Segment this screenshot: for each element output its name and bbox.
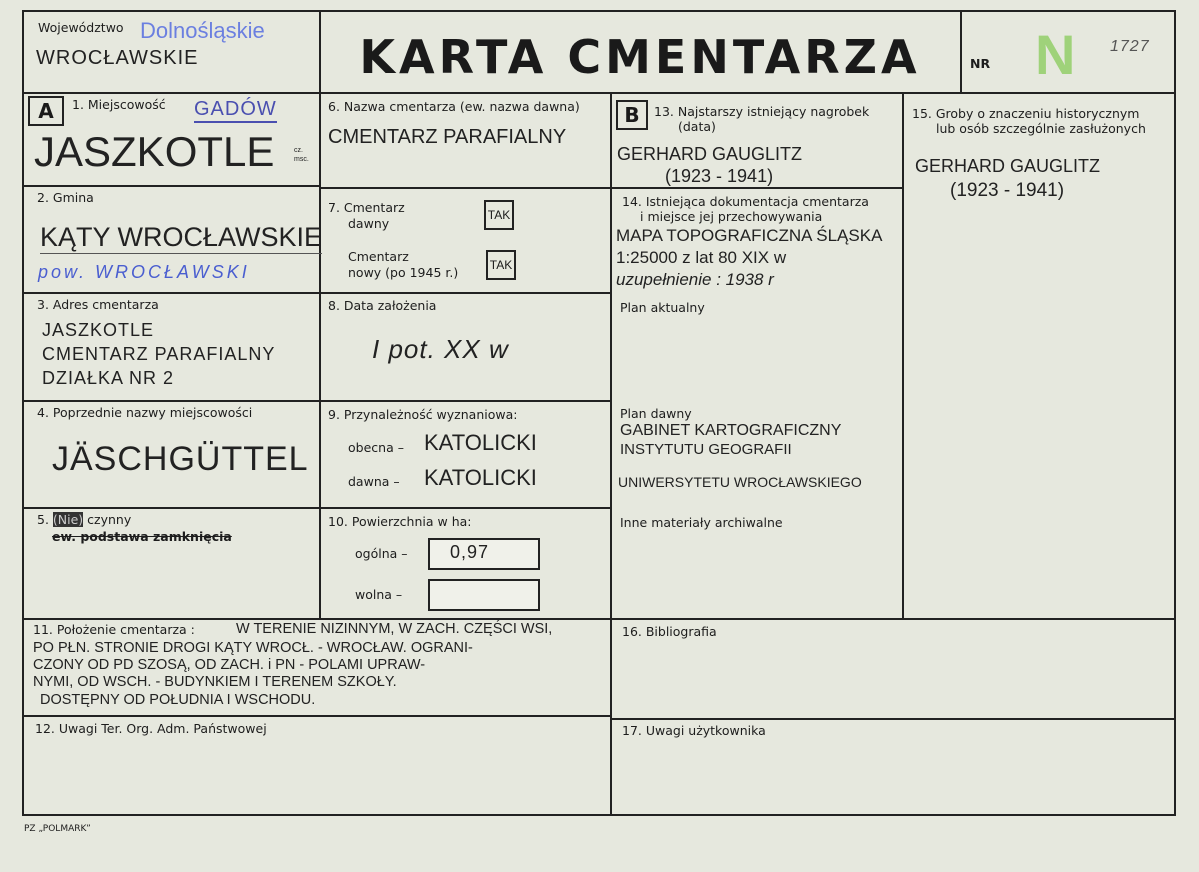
field-6-label: 6. Nazwa cmentarza (ew. nazwa dawna) [328,99,580,114]
field-9-obecna-value: KATOLICKI [424,430,537,455]
field-13-label: 13. Najstarszy istniejący nagrobek [654,104,870,119]
plan-dawny-label: Plan dawny [620,406,692,421]
field-5-struck: (Nie) [52,512,84,527]
field-14-label-2: i miejsce jej przechowywania [640,209,823,224]
field-7-label: 7. Cmentarz [328,200,405,215]
field-5-czynny: czynny [87,512,132,527]
field-1-value-blue: GADÓW [194,98,277,123]
field-10-wolna-input[interactable] [428,579,540,611]
field-2-value-blue: pow. WROCŁAWSKI [38,262,250,282]
field-16-label: 16. Bibliografia [622,624,717,639]
plan-aktualny-label: Plan aktualny [620,300,705,315]
section-b-letter: B [616,100,648,130]
field-13-line-1: GERHARD GAUGLITZ [617,144,803,164]
field-8-label: 8. Data założenia [328,298,437,313]
field-8-value: I pot. XX w [372,334,509,364]
field-7-nowy-checkbox[interactable]: TAK [486,250,516,280]
field-15-line-1: GERHARD GAUGLITZ [915,156,1101,176]
wojewodztwo-label: Województwo [38,20,124,35]
field-14-label: 14. Istniejąca dokumentacja cmentarza [622,194,869,209]
field-12-label: 12. Uwagi Ter. Org. Adm. Państwowej [35,721,267,736]
card-title: KARTA CMENTARZA [359,30,921,84]
field-4-label: 4. Poprzednie nazwy miejscowości [37,405,253,420]
field-5-sub: ew. podstawa zamknięcia [52,529,232,544]
field-7-nowy: nowy (po 1945 r.) [348,265,459,280]
field-10-label: 10. Powierzchnia w ha: [328,514,472,529]
field-15-label-2: lub osób szczególnie zasłużonych [936,121,1146,136]
field-9-dawna-value: KATOLICKI [424,465,537,490]
plan-dawny-line-1: GABINET KARTOGRAFICZNY [620,422,842,439]
field-11-line-2: PO PŁN. STRONIE DROGI KĄTY WROCŁ. - WROCŁAW. OGRANI- [33,640,473,656]
field-10-wolna: wolna – [355,587,403,602]
field-9-obecna: obecna – [348,440,404,455]
printer-mark: PZ „POLMARK” [24,824,91,834]
field-14-line-1: MAPA TOPOGRAFICZNA ŚLĄSKA [616,226,883,245]
field-2-label: 2. Gmina [37,190,94,205]
inne-materialy-label: Inne materiały archiwalne [620,515,783,530]
wojewodztwo-value: WROCŁAWSKIE [36,47,199,69]
field-3-line-1: JASZKOTLE [42,320,155,340]
field-3-line-2: CMENTARZ PARAFIALNY [42,344,276,364]
field-7-dawny-checkbox[interactable]: TAK [484,200,514,230]
field-11-label: 11. Położenie cmentarza : [33,622,195,637]
field-9-dawna: dawna – [348,474,400,489]
field-11-line-5: DOSTĘPNY OD POŁUDNIA I WSCHODU. [40,692,316,708]
field-9-label: 9. Przynależność wyznaniowa: [328,407,518,422]
field-11-line-1: W TERENIE NIZINNYM, W ZACH. CZĘŚCI WSI, [236,621,553,637]
plan-dawny-line-3: UNIWERSYTETU WROCŁAWSKIEGO [618,474,862,490]
field-1-note: cz. msc. [294,147,309,163]
field-7-dawny: dawny [348,216,390,231]
field-1-label: 1. Miejscowość [72,97,166,112]
field-3-line-3: DZIAŁKA NR 2 [42,368,175,388]
field-11-line-3: CZONY OD PD SZOSĄ, OD ZACH. i PN - POLAMI UPRAW- [33,657,426,673]
wojewodztwo-stamp: Dolnośląskie [140,18,265,43]
field-13-line-2: (1923 - 1941) [665,166,774,186]
plan-dawny-line-2: INSTYTUTU GEOGRAFII [620,441,792,458]
field-5-label: 5. (Nie) czynny [37,512,132,527]
field-11-line-4: NYMI, OD WSCH. - BUDYNKIEM I TERENEM SZKOŁY. [33,674,397,690]
field-17-label: 17. Uwagi użytkownika [622,723,766,738]
field-10-ogolna-input[interactable] [428,538,540,570]
field-15-line-2: (1923 - 1941) [950,180,1065,201]
field-4-value: JÄSCHGÜTTEL [52,440,309,478]
field-2-value: KĄTY WROCŁAWSKIE [40,222,323,252]
field-1-value: JASZKOTLE [34,128,275,175]
field-10-ogolna-value: 0,97 [450,542,490,562]
field-14-line-3: uzupełnienie : 1938 r [616,270,774,289]
nr-stamp: N [1035,23,1077,86]
field-14-line-2: 1:25000 z lat 80 XIX w [616,248,787,267]
field-15-label: 15. Groby o znaczeniu historycznym [912,106,1140,121]
nr-label: NR [970,56,991,71]
nr-value: 1727 [1110,38,1150,55]
field-3-label: 3. Adres cmentarza [37,297,159,312]
field-7-nowy-label: Cmentarz [348,249,409,264]
field-6-value: CMENTARZ PARAFIALNY [328,126,567,148]
section-a-letter: A [28,96,64,126]
field-13-label-2: (data) [678,119,716,134]
field-10-ogolna: ogólna – [355,546,408,561]
